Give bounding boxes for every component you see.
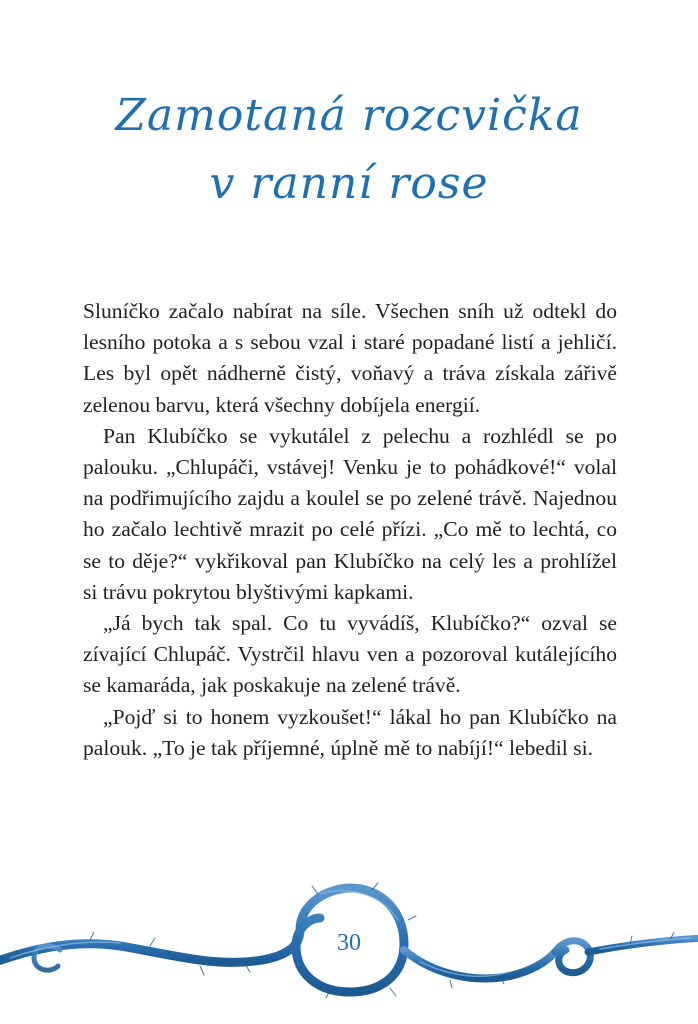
page-number: 30 <box>337 930 361 956</box>
chapter-title <box>0 82 698 218</box>
chapter-title-line-2: v ranní rose <box>209 158 489 209</box>
paragraph-1: Sluníčko začalo nabírat na síle. Všechen sníh už odtekl do lesního potoka a s sebou vzal i staré popadané listí a jehličí. Les byl opět nádherně čistý, voňavý a tráva získala zářivě zelenou barvu, která všechny dobíjela energií. <box>83 299 617 417</box>
paragraph-4: „Pojď si to honem vyzkoušet!“ lákal ho pan Klubíčko na palouk. „To je tak příjemné, úplně mě to nabíjí!“ lebedil si. <box>83 704 617 760</box>
paragraph-3: „Já bych tak spal. Co tu vyvádíš, Klubíčko?“ ozval se zívající Chlupáč. Vystrčil hlavu ven a pozoroval kutálejícího se kamaráda, jak poskakuje na zelené trávě. <box>83 611 617 698</box>
chapter-title-line-1: Zamotaná rozcvička <box>115 90 583 141</box>
paragraph-2: Pan Klubíčko se vykutálel z pelechu a rozhlédl se po palouku. „Chlupáči, vstávej! Venku je to pohádkové!“ volal na podřimujícího zajdu a koulel se po zelené trávě. Najednou ho začalo lechtivě mrazit po celé přízi. „Co mě to lechtá, co se to děje?“ vykřikoval pan Klubíčko na celý les a prohlížel si trávu pokrytou blyštivými kapkami. <box>83 423 617 604</box>
chapter-body <box>83 296 617 764</box>
